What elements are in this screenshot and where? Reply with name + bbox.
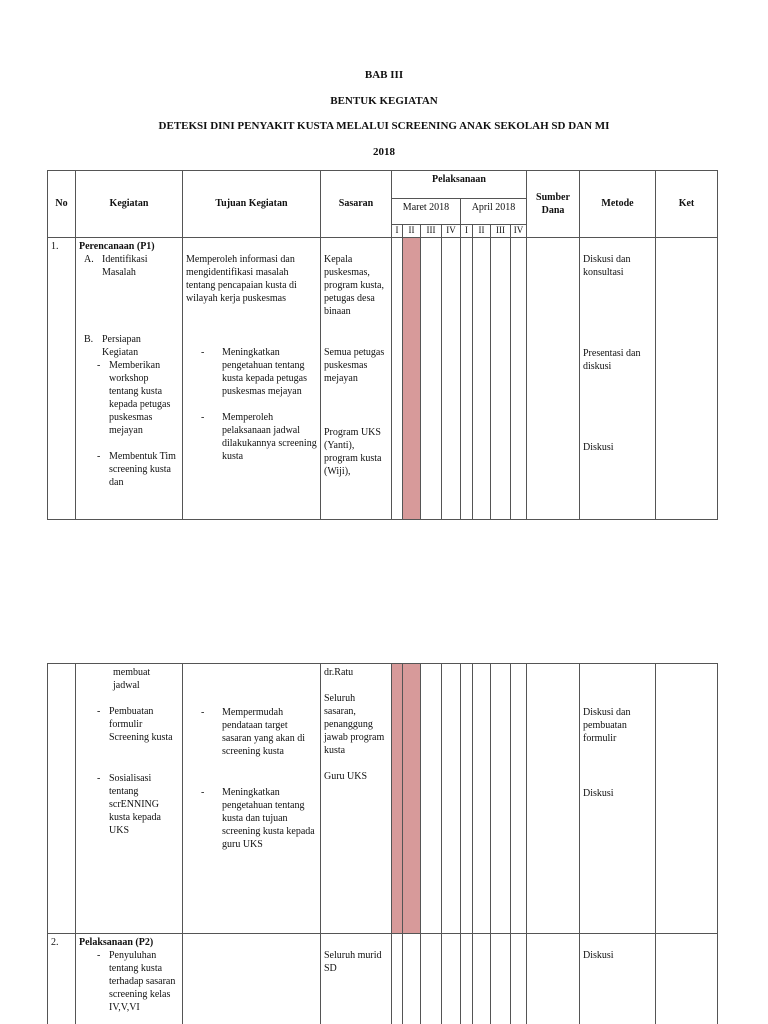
heading-year: 2018	[373, 146, 395, 158]
dash-marker: -	[97, 706, 101, 717]
week-cell	[491, 664, 511, 934]
week-cell	[473, 664, 491, 934]
list-item	[186, 786, 317, 851]
list-item	[79, 949, 179, 1014]
week-header: I	[461, 225, 473, 238]
dash-marker: -	[201, 707, 205, 718]
metode-text: Diskusi	[583, 441, 614, 453]
schedule-highlight	[392, 664, 403, 934]
week-cell	[461, 237, 473, 519]
sasaran-text: Guru UKS	[324, 771, 368, 782]
list-item	[79, 772, 179, 837]
row-no	[48, 664, 76, 934]
tujuan-text: Meningkatkan pengetahuan tentang kusta kepada petugas puskesmas mejayan	[222, 346, 307, 397]
week-cell	[421, 237, 442, 519]
list-item	[79, 359, 179, 437]
list-item	[79, 333, 179, 359]
ket-cell	[656, 237, 718, 519]
dash-marker: -	[201, 411, 205, 423]
sumber-cell	[527, 237, 580, 519]
metode-text: Diskusi	[583, 788, 614, 799]
list-item	[186, 411, 317, 463]
tujuan-text: Memperoleh informasi dan mengidentifikasi masalah tentang pencapaian kusta di wilayah kerja puskesmas	[186, 253, 297, 304]
list-item	[186, 346, 317, 398]
week-cell	[442, 664, 461, 934]
metode-text: Diskusi	[583, 950, 614, 961]
metode-text: Diskusi dan pembuatan formulir	[583, 707, 631, 744]
list-item	[79, 450, 179, 489]
kegiatan-text: Persiapan Kegiatan	[102, 333, 141, 358]
row-title: Pelaksanaan (P2)	[79, 937, 154, 948]
week-header: II	[473, 225, 491, 238]
schedule-highlight	[403, 237, 421, 519]
col-metode-header: Metode	[580, 171, 656, 238]
activity-table-page1	[47, 170, 718, 520]
schedule-highlight	[403, 664, 421, 934]
week-header: I	[392, 225, 403, 238]
col-no-header: No	[48, 171, 76, 238]
sasaran-text: Seluruh sasaran, penanggung jawab program kusta	[324, 693, 385, 756]
heading-title: DETEKSI DINI PENYAKIT KUSTA MELALUI SCREENING ANAK SEKOLAH SD DAN MI	[158, 120, 610, 132]
kegiatan-text: Identifikasi Masalah	[102, 253, 148, 278]
week-cell	[461, 664, 473, 934]
dash-marker: -	[97, 950, 101, 961]
tujuan-text: Memperoleh pelaksanaan jadwal dilakukannya screening kusta	[222, 411, 317, 462]
heading-bab: BAB III	[364, 69, 404, 81]
tujuan-cell	[183, 237, 321, 519]
dash-marker: -	[201, 346, 205, 358]
ket-cell	[656, 664, 718, 934]
dash-marker: -	[97, 773, 101, 784]
list-item	[79, 253, 179, 279]
month-maret: Maret 2018	[392, 199, 461, 225]
metode-text: Diskusi dan konsultasi	[583, 253, 631, 278]
metode-text: Presentasi dan diskusi	[583, 347, 641, 372]
kegiatan-text: Pembuatan formulir Screening kusta	[109, 706, 173, 743]
week-cell	[442, 934, 461, 1024]
list-item	[79, 705, 179, 744]
col-tujuan-header: Tujuan Kegiatan	[183, 171, 321, 238]
week-cell	[392, 237, 403, 519]
col-pelaksanaan-header: Pelaksanaan	[392, 171, 527, 199]
week-cell	[421, 934, 442, 1024]
sasaran-cell	[321, 237, 392, 519]
week-cell	[511, 664, 527, 934]
metode-cell	[580, 237, 656, 519]
week-cell	[473, 237, 491, 519]
list-marker: B.	[84, 333, 94, 345]
tujuan-cell	[183, 664, 321, 934]
kegiatan-text: Memberikan workshop tentang kusta kepada petugas puskesmas mejayan	[109, 359, 171, 436]
sasaran-text: dr.Ratu	[324, 667, 354, 678]
sasaran-text: Seluruh murid SD	[324, 950, 382, 974]
row-no: 1.	[48, 237, 76, 519]
week-cell	[461, 934, 473, 1024]
week-header: IV	[442, 225, 461, 238]
kegiatan-text: membuat jadwal	[113, 667, 151, 691]
week-header: II	[403, 225, 421, 238]
tujuan-text: Mempermudah pendataan target sasaran yang akan di screening kusta	[222, 707, 306, 757]
week-cell	[473, 934, 491, 1024]
row-no: 2.	[48, 934, 76, 1024]
row-title: Perencanaan (P1)	[79, 240, 155, 252]
tujuan-cell	[183, 934, 321, 1024]
week-header: III	[421, 225, 442, 238]
sasaran-text: Program UKS (Yanti), program kusta (Wiji),	[324, 426, 382, 477]
week-cell	[403, 934, 421, 1024]
sasaran-text: Kepala puskesmas, program kusta, petugas desa binaan	[324, 253, 384, 317]
week-cell	[511, 934, 527, 1024]
kegiatan-text: Penyuluhan tentang kusta terhadap sasaran screening kelas IV,V,VI	[109, 950, 176, 1013]
tujuan-text: Meningkatkan pengetahuan tentang kusta dan tujuan screening kusta kepada guru UKS	[222, 787, 315, 850]
col-sumber-header: Sumber Dana	[527, 171, 580, 238]
week-cell	[442, 237, 461, 519]
week-cell	[491, 934, 511, 1024]
week-cell	[491, 237, 511, 519]
ket-cell	[656, 934, 718, 1024]
dash-marker: -	[201, 787, 205, 798]
metode-cell	[580, 664, 656, 934]
sumber-cell	[527, 664, 580, 934]
list-item	[186, 706, 317, 758]
sasaran-text: Semua petugas puskesmas mejayan	[324, 346, 385, 384]
list-marker: A.	[84, 253, 94, 265]
week-header: IV	[511, 225, 527, 238]
col-kegiatan-header: Kegiatan	[76, 171, 183, 238]
sumber-cell	[527, 934, 580, 1024]
week-header: III	[491, 225, 511, 238]
heading-bentuk: BENTUK KEGIATAN	[330, 95, 438, 107]
dash-marker: -	[97, 450, 101, 462]
week-cell	[511, 237, 527, 519]
dash-marker: -	[97, 359, 101, 371]
kegiatan-text: Sosialisasi tentang scrENNING kusta kepada UKS	[109, 773, 161, 836]
col-sasaran-header: Sasaran	[321, 171, 392, 238]
kegiatan-cell	[76, 664, 183, 934]
week-cell	[421, 664, 442, 934]
sasaran-cell	[321, 934, 392, 1024]
week-cell	[392, 934, 403, 1024]
metode-cell	[580, 934, 656, 1024]
kegiatan-text: Membentuk Tim screening kusta dan	[109, 450, 176, 488]
month-april: April 2018	[461, 199, 527, 225]
col-ket-header: Ket	[656, 171, 718, 238]
activity-table-page2	[47, 663, 718, 1024]
sasaran-cell	[321, 664, 392, 934]
kegiatan-cell	[76, 934, 183, 1024]
kegiatan-cell	[76, 237, 183, 519]
